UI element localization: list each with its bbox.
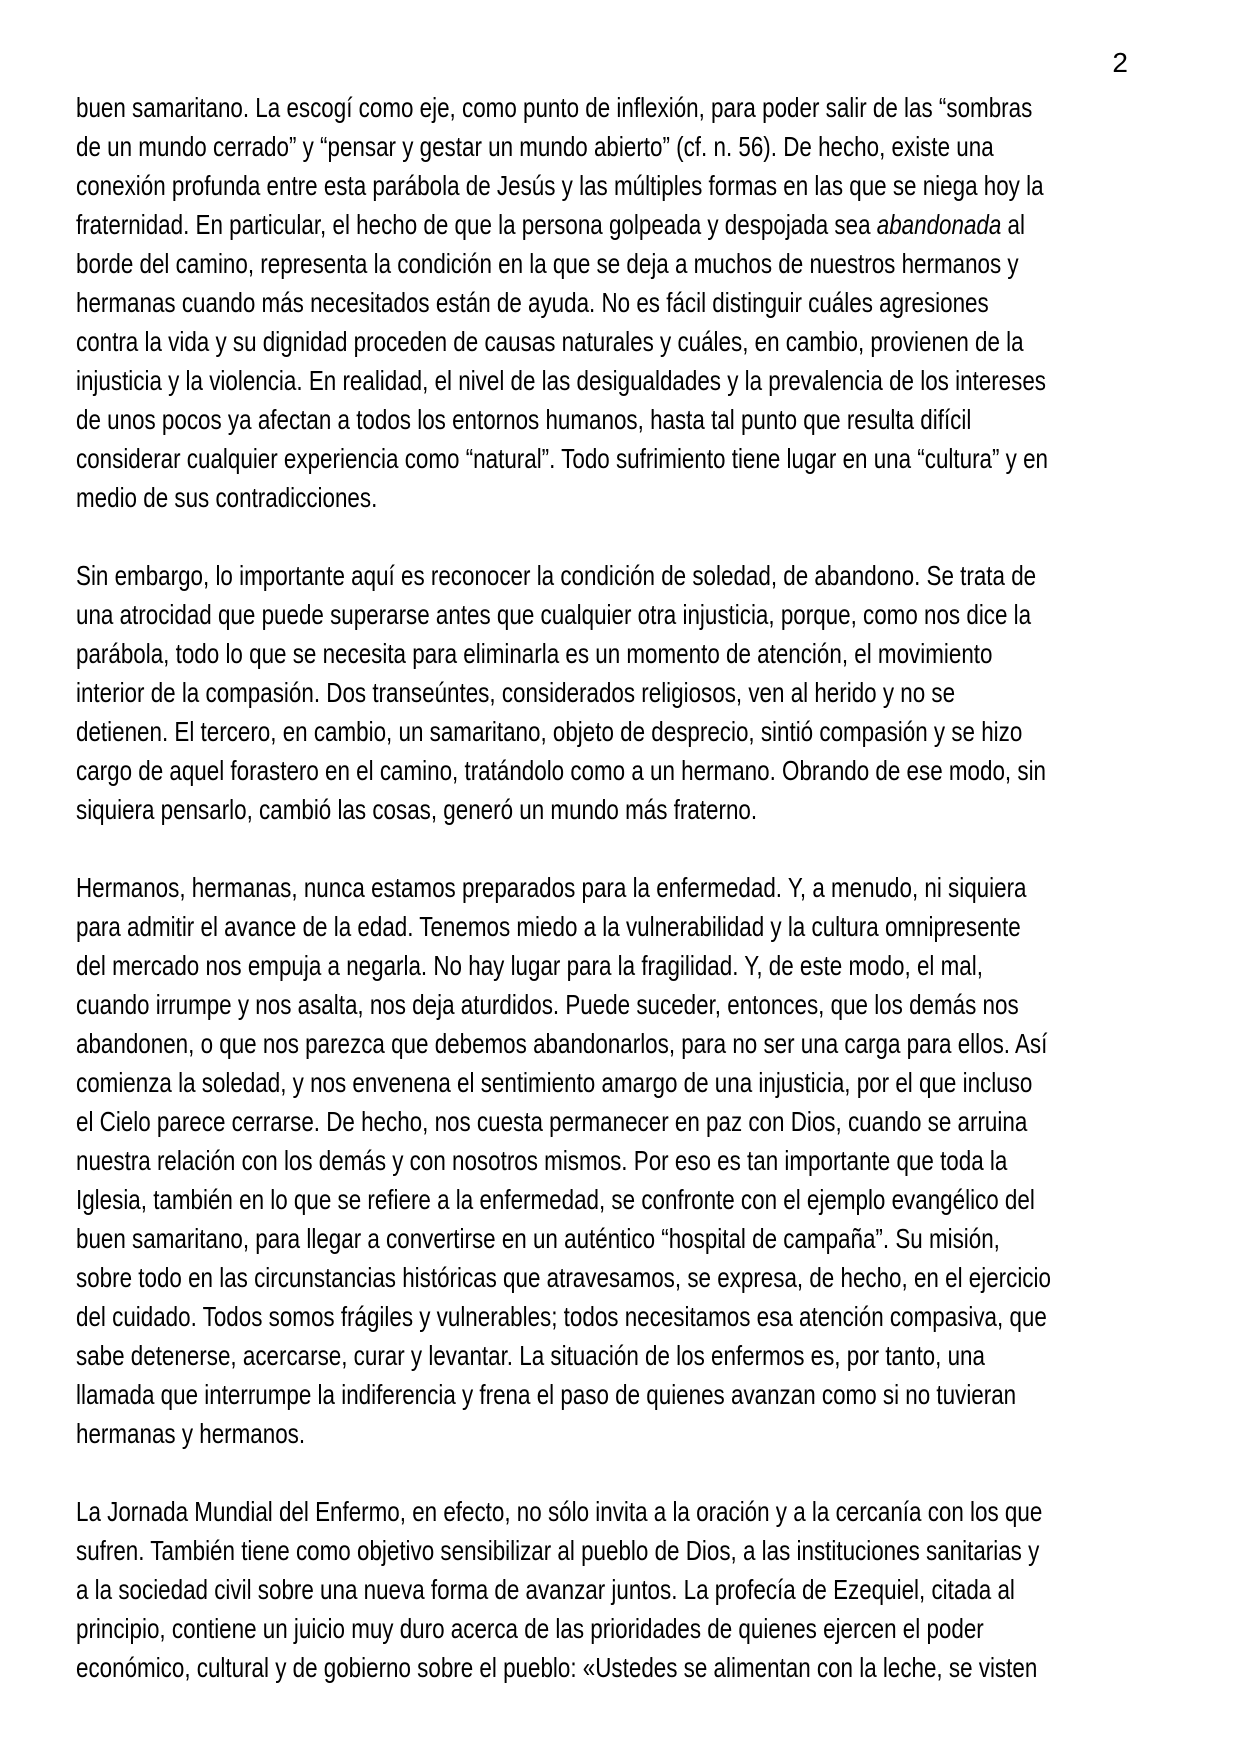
text-line: para admitir el avance de la edad. Tenemos miedo a la vulnerabilidad y la cultura omnipresente (76, 911, 1021, 942)
text-line: contra la vida y su dignidad proceden de causas naturales y cuáles, en cambio, provienen de la (76, 326, 1024, 357)
text-line: una atrocidad que puede superarse antes que cualquier otra injusticia, porque, como nos dice la (76, 599, 1032, 630)
text-line: hermanas y hermanos. (76, 1418, 306, 1449)
text-line: hermanas cuando más necesitados están de ayuda. No es fácil distinguir cuáles agresiones (76, 287, 989, 318)
text-line (76, 205, 1025, 244)
text-line: parábola, todo lo que se necesita para eliminarla es un momento de atención, el movimiento (76, 638, 993, 669)
paragraph-2 (76, 556, 1216, 829)
text-line: buen samaritano. La escogí como eje, como punto de inflexión, para poder salir de las “sombras (76, 92, 1033, 123)
text-line: del cuidado. Todos somos frágiles y vulnerables; todos necesitamos esa atención compasiva, que (76, 1301, 1047, 1332)
text-line: principio, contiene un juicio muy duro acerca de las prioridades de quienes ejercen el poder (76, 1613, 984, 1644)
text-line: detienen. El tercero, en cambio, un samaritano, objeto de desprecio, sintió compasión y se hizo (76, 716, 1023, 747)
paragraph-3 (76, 868, 1216, 1453)
text-line: nuestra relación con los demás y con nosotros mismos. Por eso es tan importante que toda la (76, 1145, 1008, 1176)
text-line: cargo de aquel forastero en el camino, tratándolo como a un hermano. Obrando de ese modo, sin (76, 755, 1047, 786)
text-line: Sin embargo, lo importante aquí es reconocer la condición de soledad, de abandono. Se trata de (76, 560, 1037, 591)
text-line: siquiera pensarlo, cambió las cosas, generó un mundo más fraterno. (76, 794, 758, 825)
text-line: económico, cultural y de gobierno sobre el pueblo: «Ustedes se alimentan con la leche, se visten (76, 1652, 1038, 1683)
text-line: sobre todo en las circunstancias históricas que atravesamos, se expresa, de hecho, en el ejercicio (76, 1262, 1051, 1293)
text-line: cuando irrumpe y nos asalta, nos deja aturdidos. Puede suceder, entonces, que los demás nos (76, 989, 1019, 1020)
text-line: del mercado nos empuja a negarla. No hay lugar para la fragilidad. Y, de este modo, el mal, (76, 950, 983, 981)
text-line: injusticia y la violencia. En realidad, el nivel de las desigualdades y la prevalencia de los intereses (76, 365, 1046, 396)
text-line: medio de sus contradicciones. (76, 482, 378, 513)
text-line: de un mundo cerrado” y “pensar y gestar un mundo abierto” (cf. n. 56). De hecho, existe una (76, 131, 994, 162)
paragraph-1 (76, 88, 1216, 517)
text-line: llamada que interrumpe la indiferencia y frena el paso de quienes avanzan como si no tuvieran (76, 1379, 1017, 1410)
text-line: sufren. También tiene como objetivo sensibilizar al pueblo de Dios, a las instituciones sanitarias y (76, 1535, 1040, 1566)
text-line: considerar cualquier experiencia como “natural”. Todo sufrimiento tiene lugar en una “cultura” y en (76, 443, 1049, 474)
text-line: interior de la compasión. Dos transeúntes, considerados religiosos, ven al herido y no se (76, 677, 956, 708)
text-line: La Jornada Mundial del Enfermo, en efecto, no sólo invita a la oración y a la cercanía con los que (76, 1496, 1043, 1527)
text-line: borde del camino, representa la condición en la que se deja a muchos de nuestros hermanos y (76, 248, 1019, 279)
page-number: 2 (1112, 47, 1128, 78)
text-line: Iglesia, también en lo que se refiere a la enfermedad, se confronte con el ejemplo evangélico del (76, 1184, 1035, 1215)
text-line: buen samaritano, para llegar a convertirse en un auténtico “hospital de campaña”. Su misión, (76, 1223, 1000, 1254)
italic-text-run: abandonada (876, 209, 1002, 240)
text-line: a la sociedad civil sobre una nueva forma de avanzar juntos. La profecía de Ezequiel, citada al (76, 1574, 1015, 1605)
document-body (76, 88, 1216, 1687)
text-run: al (1001, 209, 1025, 240)
text-line: sabe detenerse, acercarse, curar y levantar. La situación de los enfermos es, por tanto, una (76, 1340, 985, 1371)
text-line: comienza la soledad, y nos envenena el sentimiento amargo de una injusticia, por el que incluso (76, 1067, 1033, 1098)
paragraph-4 (76, 1492, 1216, 1687)
text-line: Hermanos, hermanas, nunca estamos preparados para la enfermedad. Y, a menudo, ni siquiera (76, 872, 1027, 903)
text-line: el Cielo parece cerrarse. De hecho, nos cuesta permanecer en paz con Dios, cuando se arruina (76, 1106, 1028, 1137)
text-line: abandonen, o que nos parezca que debemos abandonarlos, para no ser una carga para ellos. Así (76, 1028, 1048, 1059)
text-run: fraternidad. En particular, el hecho de que la persona golpeada y despojada sea (76, 209, 877, 240)
text-line: de unos pocos ya afectan a todos los entornos humanos, hasta tal punto que resulta difícil (76, 404, 972, 435)
text-line: conexión profunda entre esta parábola de Jesús y las múltiples formas en las que se niega hoy la (76, 170, 1044, 201)
